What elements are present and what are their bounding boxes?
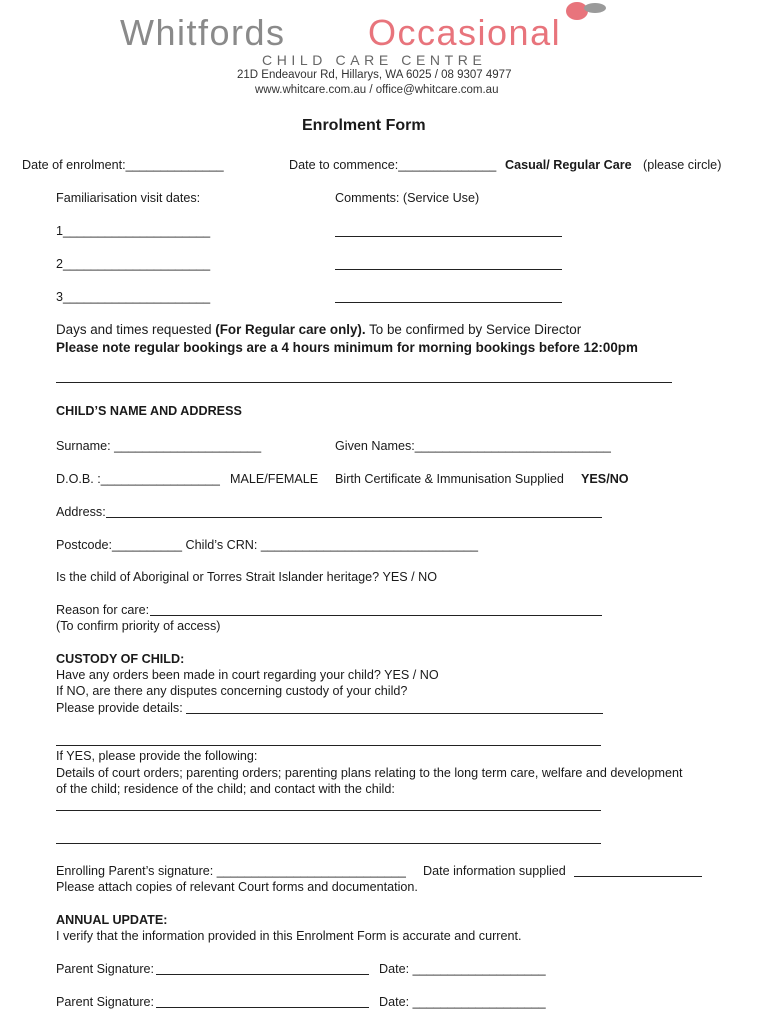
attach-note: Please attach copies of relevant Court forms and documentation.: [56, 880, 418, 894]
parent-signature-date-1[interactable]: Date: ___________________: [379, 962, 546, 976]
booking-note: Please note regular bookings are a 4 hours minimum for morning bookings before 12:00pm: [56, 340, 638, 355]
logo-dot-grey: [584, 3, 606, 13]
comments-line-1[interactable]: [335, 236, 562, 237]
enrolling-parent-signature[interactable]: Enrolling Parent’s signature: ___________________________: [56, 864, 406, 878]
reason-note: (To confirm priority of access): [56, 619, 221, 633]
annual-text: I verify that the information provided in this Enrolment Form is accurate and current.: [56, 929, 522, 943]
date-info-field[interactable]: [574, 876, 702, 877]
date-info-label: Date information supplied: [423, 864, 566, 878]
form-title: Enrolment Form: [302, 117, 426, 134]
custody-heading: CUSTODY OF CHILD:: [56, 652, 185, 666]
visit-date-1[interactable]: 1_____________________: [56, 224, 211, 238]
custody-details-field-1[interactable]: [186, 713, 603, 714]
parent-signature-label-1: Parent Signature:: [56, 962, 155, 976]
date-to-commence[interactable]: Date to commence:______________: [289, 158, 497, 172]
court-details-field-2[interactable]: [56, 843, 601, 844]
parent-signature-field-2[interactable]: [156, 1007, 369, 1008]
postcode-crn-field[interactable]: Postcode:__________ Child’s CRN: _______________________________: [56, 538, 479, 552]
days-times-line: [56, 322, 581, 337]
header-address: 21D Endeavour Rd, Hillarys, WA 6025 / 08 9307 4977: [237, 69, 512, 81]
custody-question-1[interactable]: Have any orders been made in court regarding your child? YES / NO: [56, 668, 439, 682]
date-of-enrolment[interactable]: Date of enrolment:______________: [22, 158, 224, 172]
if-yes-label: If YES, please provide the following:: [56, 749, 258, 763]
custody-details-label: Please provide details:: [56, 701, 183, 715]
comments-line-3[interactable]: [335, 302, 562, 303]
care-type-note: (please circle): [643, 158, 722, 172]
court-details-field-1[interactable]: [56, 810, 601, 811]
dob-field[interactable]: D.O.B. :_________________: [56, 472, 220, 486]
child-heading: CHILD’S NAME AND ADDRESS: [56, 404, 242, 418]
gender-field[interactable]: MALE/FEMALE: [230, 472, 319, 486]
logo-text-left: Whitfords: [120, 12, 286, 53]
heritage-question[interactable]: Is the child of Aboriginal or Torres Strait Islander heritage? YES / NO: [56, 570, 438, 584]
parent-signature-field-1[interactable]: [156, 974, 369, 975]
reason-field[interactable]: [150, 615, 602, 616]
days-times-text-c: To be confirmed by Service Director: [365, 322, 582, 337]
surname-field[interactable]: Surname: _____________________: [56, 439, 262, 453]
court-details-text-2: of the child; residence of the child; and contact with the child:: [56, 782, 395, 796]
visit-date-2[interactable]: 2_____________________: [56, 257, 211, 271]
given-names-field[interactable]: Given Names:____________________________: [335, 439, 611, 453]
address-label: Address:: [56, 505, 106, 519]
days-times-field[interactable]: [56, 382, 672, 383]
parent-signature-label-2: Parent Signature:: [56, 995, 155, 1009]
days-times-text-a: Days and times requested: [56, 322, 216, 337]
custody-question-2: If NO, are there any disputes concerning custody of your child?: [56, 684, 408, 698]
birth-cert-label: Birth Certificate & Immunisation Supplied: [335, 472, 564, 486]
visit-date-3[interactable]: 3_____________________: [56, 290, 211, 304]
logo-text-right: Occasional: [368, 12, 562, 53]
comments-line-2[interactable]: [335, 269, 562, 270]
days-times-text-b: (For Regular care only).: [215, 322, 366, 337]
logo-subtitle: CHILD CARE CENTRE: [262, 52, 487, 68]
custody-details-field-2[interactable]: [56, 745, 601, 746]
birth-cert-yesno[interactable]: YES/NO: [581, 472, 629, 486]
header-web: www.whitcare.com.au / office@whitcare.com.au: [255, 84, 499, 96]
address-field[interactable]: [106, 517, 602, 518]
care-type[interactable]: Casual/ Regular Care: [505, 158, 632, 172]
reason-label: Reason for care:: [56, 603, 150, 617]
parent-signature-date-2[interactable]: Date: ___________________: [379, 995, 546, 1009]
court-details-text-1: Details of court orders; parenting orders; parenting plans relating to the long term care, welfare and development: [56, 766, 683, 780]
annual-heading: ANNUAL UPDATE:: [56, 913, 168, 927]
familiarisation-label: Familiarisation visit dates:: [56, 191, 201, 205]
comments-label: Comments: (Service Use): [335, 191, 480, 205]
